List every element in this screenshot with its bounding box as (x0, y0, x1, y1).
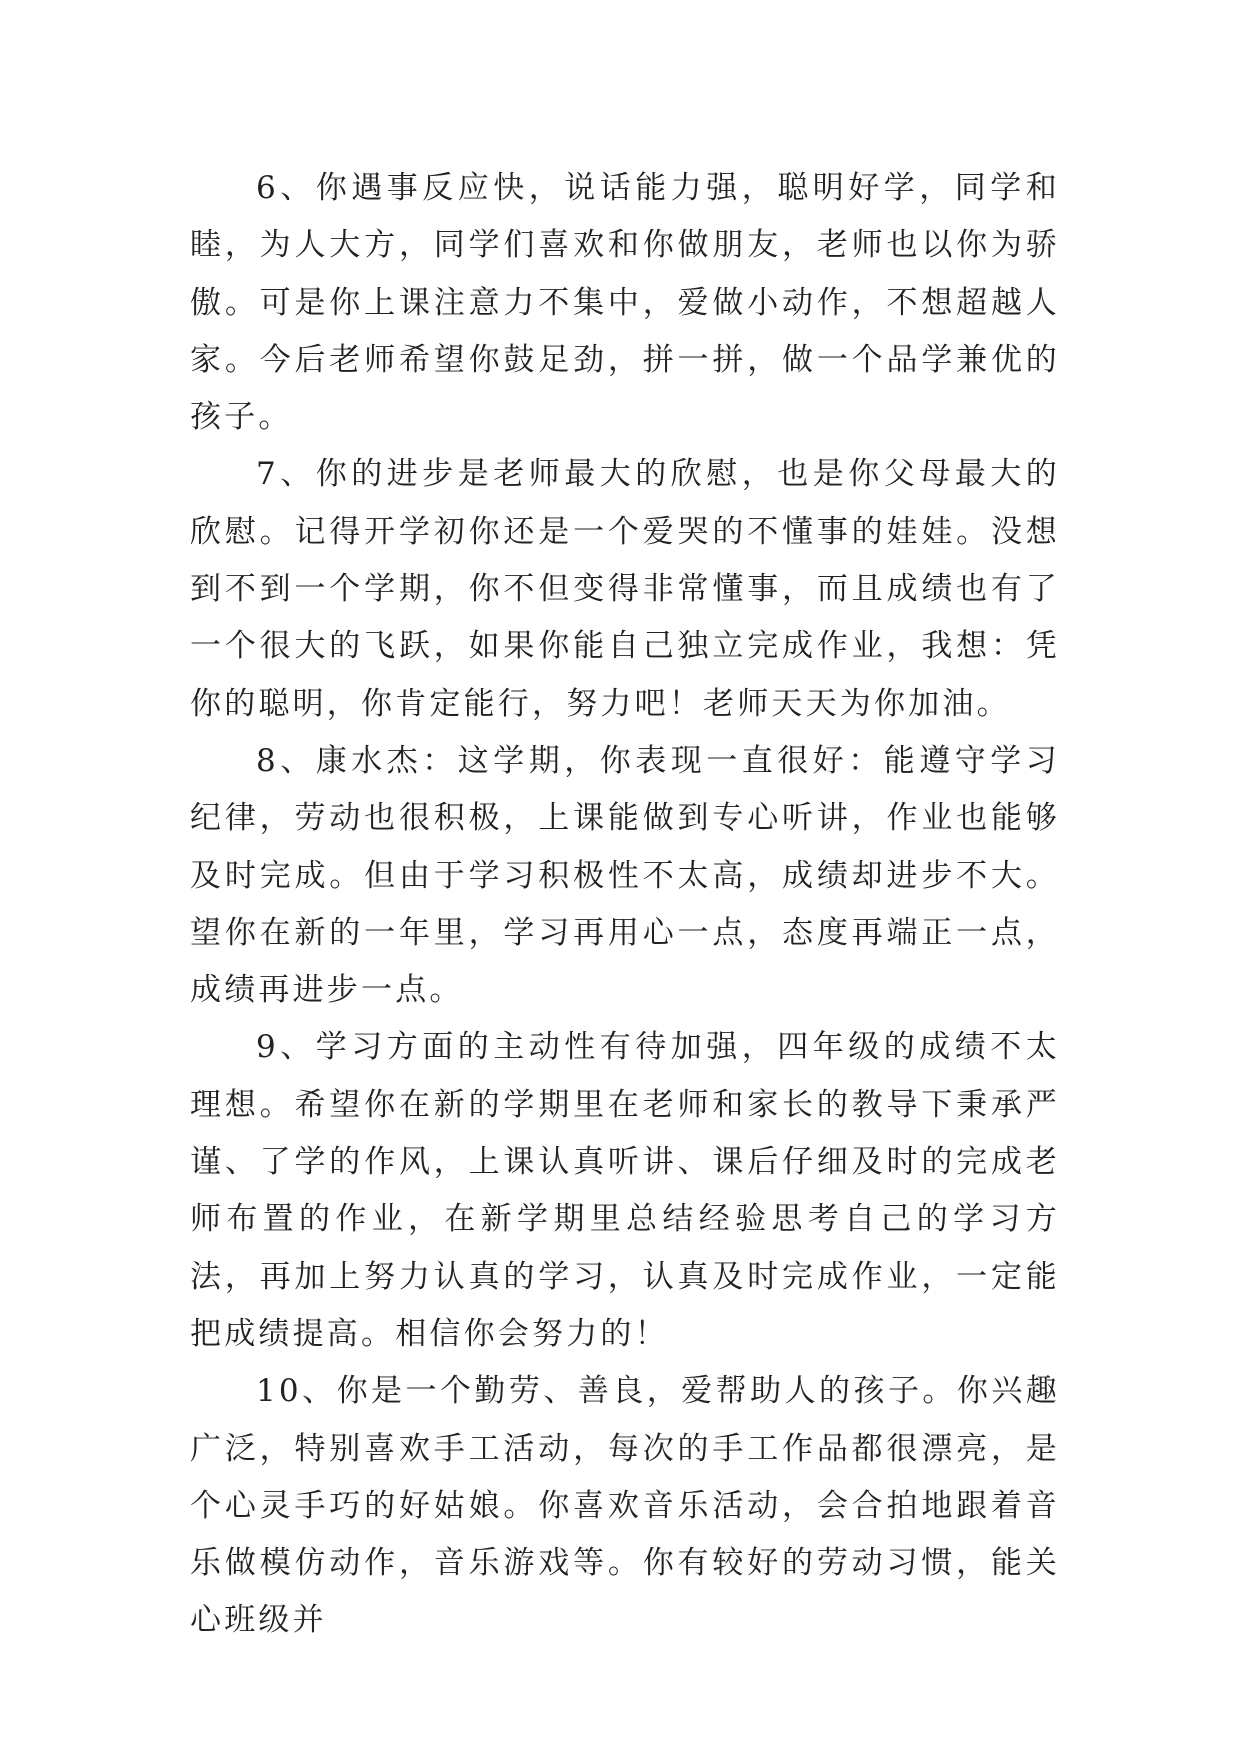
paragraph-9: 9、学习方面的主动性有待加强，四年级的成绩不太理想。希望你在新的学期里在老师和家长的教导下秉承严谨、了学的作风，上课认真听讲、课后仔细及时的完成老师布置的作业，在新学期里总结经验思考自己的学习方法，再加上努力认真的学习，认真及时完成作业，一定能把成绩提高。相信你会努力的！ (190, 1029, 1060, 1352)
paragraph-7: 7、你的进步是老师最大的欣慰，也是你父母最大的欣慰。记得开学初你还是一个爱哭的不懂事的娃娃。没想到不到一个学期，你不但变得非常懂事，而且成绩也有了一个很大的飞跃，如果你能自己独立完成作业，我想：凭你的聪明，你肯定能行，努力吧！老师天天为你加油。 (190, 456, 1060, 722)
paragraph-10: 10、你是一个勤劳、善良，爱帮助人的孩子。你兴趣广泛，特别喜欢手工活动，每次的手工作品都很漂亮，是个心灵手巧的好姑娘。你喜欢音乐活动，会合拍地跟着音乐做模仿动作，音乐游戏等。你有较好的劳动习惯，能关心班级并 (190, 1373, 1060, 1639)
document-body (190, 160, 1060, 1650)
paragraph-6: 6、你遇事反应快，说话能力强，聪明好学，同学和睦，为人大方，同学们喜欢和你做朋友，老师也以你为骄傲。可是你上课注意力不集中，爱做小动作，不想超越人家。今后老师希望你鼓足劲，拼一拼，做一个品学兼优的孩子。 (190, 170, 1060, 436)
paragraph-8: 8、康水杰：这学期，你表现一直很好：能遵守学习纪律，劳动也很积极，上课能做到专心听讲，作业也能够及时完成。但由于学习积极性不太高，成绩却进步不大。望你在新的一年里，学习再用心一点，态度再端正一点，成绩再进步一点。 (190, 742, 1060, 1009)
